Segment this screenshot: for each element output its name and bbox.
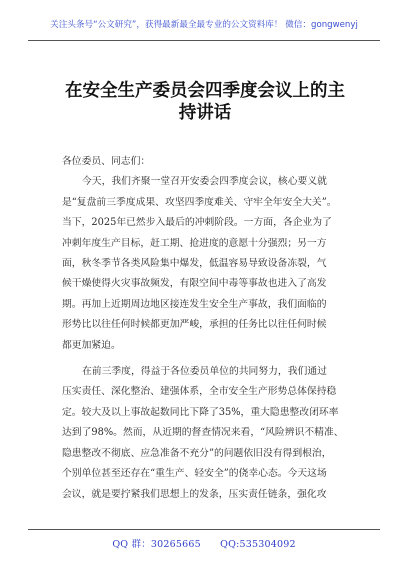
paragraph-line: 面，秋冬季节各类风险集中爆发，低温容易导致设备冻裂，气 bbox=[62, 258, 327, 270]
header-banner: 关注头条号“公文研究”，获得最新最全最专业的公文资料库！ 微信：gongwenyj bbox=[50, 20, 358, 30]
paragraph-line: 当下，2025年已然步入最后的冲刺阶段。一方面，各企业为了 bbox=[62, 217, 332, 229]
header-divider bbox=[28, 40, 380, 41]
salutation: 各位委员、同志们： bbox=[62, 156, 151, 167]
paragraph-line: 是“复盘前三季度成果、攻坚四季度难关、守牢全年安全大关”。 bbox=[62, 196, 337, 208]
paragraph-line: 隐患整改不彻底、应急准备不充分”的问题依旧没有得到根治， bbox=[62, 447, 332, 459]
paragraph-line: 候干燥使得火灾事故频发，有限空间中毒等事故也进入了高发 bbox=[62, 278, 327, 290]
paragraph-line: 都更加紧迫。 bbox=[62, 339, 121, 351]
paragraph-line: 达到了98%。然而，从近期的督查情况来看，“风险辨识不精准、 bbox=[62, 427, 344, 439]
paragraph-line: 冲刺年度生产目标，赶工期、抢进度的意愿十分强烈；另一方 bbox=[62, 237, 327, 249]
footer-qq: QQ:535304092 bbox=[220, 539, 296, 550]
paragraph-line: 个别单位甚至还存在“重生产、轻安全”的侥幸心态。今天这场 bbox=[62, 468, 327, 480]
document-title bbox=[50, 80, 360, 124]
footer bbox=[28, 536, 380, 550]
paragraph-line: 今天，我们齐聚一堂召开安委会四季度会议，核心要义就 bbox=[82, 176, 327, 188]
paragraph-line: 形势比以往任何时候都更加严峻，承担的任务比以往任何时候 bbox=[62, 319, 327, 331]
paragraph-1 bbox=[62, 172, 352, 356]
footer-qq-group: QQ 群：30265665 bbox=[112, 539, 201, 550]
title-line-1: 在安全生产委员会四季度会议上的主 bbox=[65, 81, 345, 101]
footer-divider bbox=[28, 529, 380, 530]
title-line-2: 持讲话 bbox=[178, 103, 232, 123]
paragraph-line: 会议，就是要拧紧我们思想上的发条，压实责任链条，强化攻 bbox=[62, 488, 327, 500]
paragraph-2 bbox=[62, 362, 352, 505]
document-body bbox=[62, 152, 352, 505]
paragraph-line: 期。再加上近期周边地区接连发生安全生产事故，我们面临的 bbox=[62, 298, 327, 310]
paragraph-line: 在前三季度，得益于各位委员单位的共同努力，我们通过 bbox=[82, 366, 327, 378]
paragraph-line: 压实责任、深化整治、建强体系，全市安全生产形势总体保持稳 bbox=[62, 386, 337, 398]
paragraph-line: 定。较大及以上事故起数同比下降了35%，重大隐患整改闭环率 bbox=[62, 406, 339, 418]
